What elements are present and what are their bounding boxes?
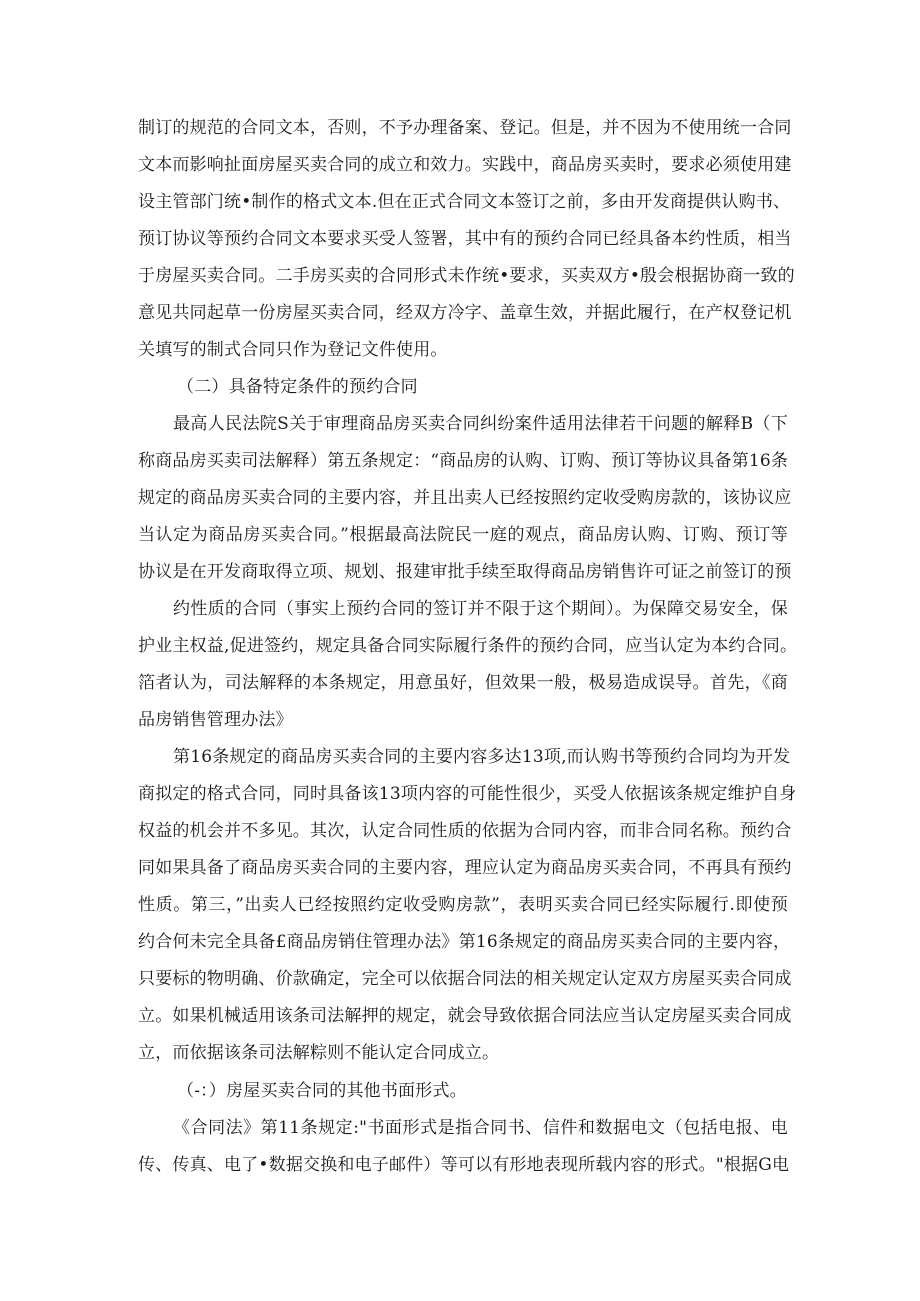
body-text-line: 制订的规范的合同文本，否则，不予办理备案、登记。但是，并不因为不使用统一合同: [138, 118, 792, 138]
body-text-line: 文本而影响扯面房屋买卖合同的成立和效力。实践中，商品房买卖时，要求必须使用建: [138, 155, 792, 175]
body-text-line: 品房销售管理办法》: [138, 710, 293, 730]
body-text-line: 称商品房买卖司法解释）第五条规定：“商品房的认购、订购、预订等协议具备第16条: [138, 451, 789, 471]
body-text-line: 于房屋买卖合同。二手房买卖的合同形式未作统•要求，买卖双方•殷会根据协商一致的: [138, 266, 795, 286]
body-text-line: 权益的机会并不多见。其次，认定合同性质的依据为合同内容，而非合同名称。预约合: [138, 821, 792, 841]
body-text-line: 当认定为商品房买卖合同。”根据最高法院民一庭的观点，商品房认购、订购、预订等: [138, 525, 788, 545]
body-text-line: 设主管部门统•制作的格式文本.但在正式合同文本签订之前，多由开发商提供认购书、: [138, 192, 791, 212]
body-text-line: 同如果具备了商品房买卖合同的主要内容，理应认定为商品房买卖合同，不再具有预约: [138, 858, 792, 878]
body-text-line: 只要标的物明确、价款确定，完全可以依据合同法的相关规定认定双方房屋买卖合同成: [138, 969, 792, 989]
body-text-line: 协议是在开发商取得立项、规划、报建审批手续至取得商品房销售许可证之前签订的预: [138, 562, 792, 582]
body-text-line: 传、传真、电了•数据交换和电子邮件）等可以有形地表现所载内容的形式。"根据G电: [138, 1155, 790, 1175]
body-text-line: 约性质的合同（事实上预约合同的签订并不限于这个期间）。为保障交易安全，保: [173, 599, 788, 619]
paragraph-first-line: 第16条规定的商品房买卖合同的主要内容多达13项,而认购书等预约合同均为开发: [173, 747, 791, 767]
paragraph-first-line: 《合同法》第11条规定:"书面形式是指合同书、信件和数据电文（包括电报、电: [173, 1118, 788, 1138]
body-text-line: 性质。第三，”出卖人已经按照约定收受购房款”，表明买卖合同已经实际履行.即使预: [138, 895, 788, 915]
body-text-line: 箔者认为，司法解释的本条规定，用意虽好，但效果一般，极易造成误导。首先，《商: [138, 673, 788, 693]
body-text-line: 关填写的制式合同只作为登记文件使用。: [138, 340, 448, 360]
body-text-line: 商拟定的格式合同，同时具备该13项内容的可能性很少，买受人依据该条规定维护自身: [138, 784, 797, 804]
body-text-line: 约合何未完全具备£商品房销住管理办法》第16条规定的商品房买卖合同的主要内容，: [138, 932, 791, 952]
section-heading: （二）具备特定条件的预约合同: [177, 377, 418, 397]
paragraph-first-line: 最高人民法院S关于审理商品房买卖合同纠纷案件适用法律若干问题的解释B（下: [173, 414, 788, 434]
section-heading: （-：）房屋买卖合同的其他书面形式。: [177, 1081, 467, 1101]
body-text-line: 护业主权益,促进签约，规定具备合同实际履行条件的预约合同，应当认定为本约合同。: [138, 636, 798, 656]
body-text-line: 预订协议等预约合同文本要求买受人签署，其中有的预约合同已经具备本约性质，相当: [138, 229, 792, 249]
body-text-line: 立，而依据该条司法解粽则不能认定合同成立。: [138, 1043, 500, 1063]
body-text-line: 意见共同起草一份房屋买卖合同，经双方冷字、盖章生效，并据此履行，在产权登记机: [138, 303, 792, 323]
body-text-line: 立。如果机械适用该条司法解押的规定，就会导致依据合同法应当认定房屋买卖合同成: [138, 1006, 792, 1026]
body-text-line: 规定的商品房买卖合同的主要内容，并且出卖人已经按照约定收受购房款的，该协议应: [138, 488, 792, 508]
